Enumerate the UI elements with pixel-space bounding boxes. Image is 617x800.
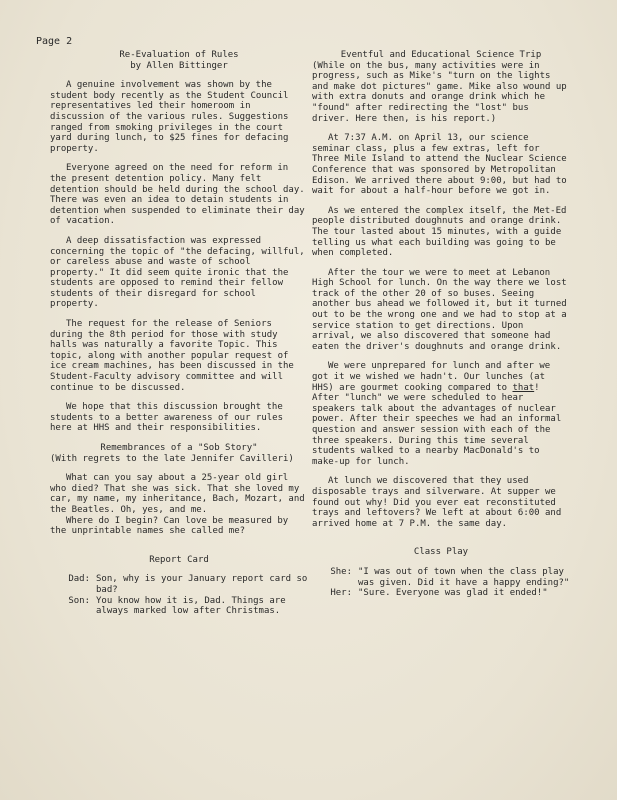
speaker-label: Dad: [68, 574, 90, 585]
dialogue-text: "I was out of town when the class play was given. Did it have a happy ending?" [358, 566, 570, 588]
science-trip-paragraph: As we entered the complex itself, the Met-Ed people distributed doughnuts and orange drink. The tour lasted about 15 minutes, with a guide telling us what each building was going to be when completed. [312, 205, 567, 259]
sob-story-title: Remembrances of a "Sob Story" [100, 443, 258, 453]
right-column [312, 50, 570, 599]
dialogue-text: Son, why is your January report card so bad? [96, 574, 308, 595]
rules-paragraph: A deep dissatisfaction was expressed concerning the topic of "the defacing, willful, or careless abuse and waste of school property." It did seem quite ironic that the students are opposed to remind their fellow students of their disregard for school property. [50, 235, 305, 310]
report-card-title: Report Card [149, 554, 209, 565]
science-trip-paragraph: At 7:37 A.M. on April 13, our science seminar class, plus a few extras, left for Three Mile Island to attend the Nuclear Science Conference that was sponsored by Metropolitan Edison. We arrived there about 9:00, but had to wait for about a half-hour before we got in. [312, 133, 567, 197]
science-trip-title: Eventful and Educational Science Trip [340, 50, 542, 60]
science-trip-paragraph: At lunch we discovered that they used disposable trays and silverware. At supper we found out why! Did you ever eat reconstituted trays and leftovers? We left at about 6:00 and arrived home at 7 P.M. the same day. [312, 476, 562, 529]
dialogue-text: You know how it is, Dad. Things are always marked low after Christmas. [96, 595, 286, 617]
science-trip-intro: (While on the bus, many activities were in progress, such as Mike's "turn on the lights and make dot pictures" game. Mike also wound up with extra donuts and orange drink which he "found" after redirecting the "lost" bus driver. Here then, is his report.) [312, 60, 567, 124]
page-number: Page 2 [36, 36, 73, 47]
dialogue-line [312, 567, 570, 588]
speaker-label: Her: [330, 588, 352, 599]
rules-paragraph: We hope that this discussion brought the students to a better awareness of our rules here at HHS and their responsibilities. [50, 402, 283, 434]
rules-paragraph: A genuine involvement was shown by the student body recently as the Student Council representatives led their homeroom in discussion of the various rules. Suggestions ranged from smoking privileges in the court yard during lunch, to $25 fines for defacing property. [50, 80, 289, 154]
dialogue-line [50, 574, 308, 595]
sob-story-paragraph: Where do I begin? Can love be measured by the unprintable names she called me? [50, 515, 289, 537]
rules-byline: by Allen Bittinger [130, 60, 228, 71]
dialogue-text: "Sure. Everyone was glad it ended!" [358, 588, 548, 599]
rules-title: Re-Evaluation of Rules [119, 50, 239, 60]
class-play-title: Class Play [413, 547, 469, 558]
underlined-word: that [512, 382, 535, 393]
sob-story-subtitle: (With regrets to the late Jennifer Cavilleri) [50, 453, 294, 464]
dialogue-line [50, 596, 308, 617]
dialogue-line [312, 588, 570, 599]
speaker-label: She: [330, 566, 352, 577]
science-trip-paragraph: We were unprepared for lunch and after we got it we wished we hadn't. Our lunches (at HHS) are gourmet cooking compared to that! After "lunch" we were scheduled to hear speakers talk about the advantages of nuclear power. After their speeches we had an informal question and answer session with each of the three speakers. During this time several students walked to a nearby MacDonald's to make-up for lunch. [312, 361, 562, 467]
speaker-label: Son: [68, 595, 90, 606]
left-column [50, 50, 308, 617]
rules-paragraph: Everyone agreed on the need for reform in the present detention policy. Many felt detention should be held during the school day. There was even an idea to detain students in detention when suspended to eliminate their day of vacation. [50, 163, 305, 227]
science-trip-paragraph: After the tour we were to meet at Lebanon High School for lunch. On the way there we lost track of the other 20 of so buses. Seeing another bus ahead we followed it, but it turned out to be the wrong one and we had to stop at a service station to get directions. Upon arrival, we also discovered that someone had eaten the driver's doughnuts and orange drink. [312, 267, 567, 352]
rules-paragraph: The request for the release of Seniors during the 8th period for those with study halls was naturally a favorite Topic. This topic, along with another popular request of ice cream machines, has been discussed in the Student-Faculty advisory committee and will continue to be discussed. [50, 319, 294, 393]
sob-story-paragraph: What can you say about a 25-year old girl who died? That she was sick. That she loved my car, my name, my inheritance, Bach, Mozart, and the Beatles. Oh, yes, and me. [50, 473, 305, 515]
